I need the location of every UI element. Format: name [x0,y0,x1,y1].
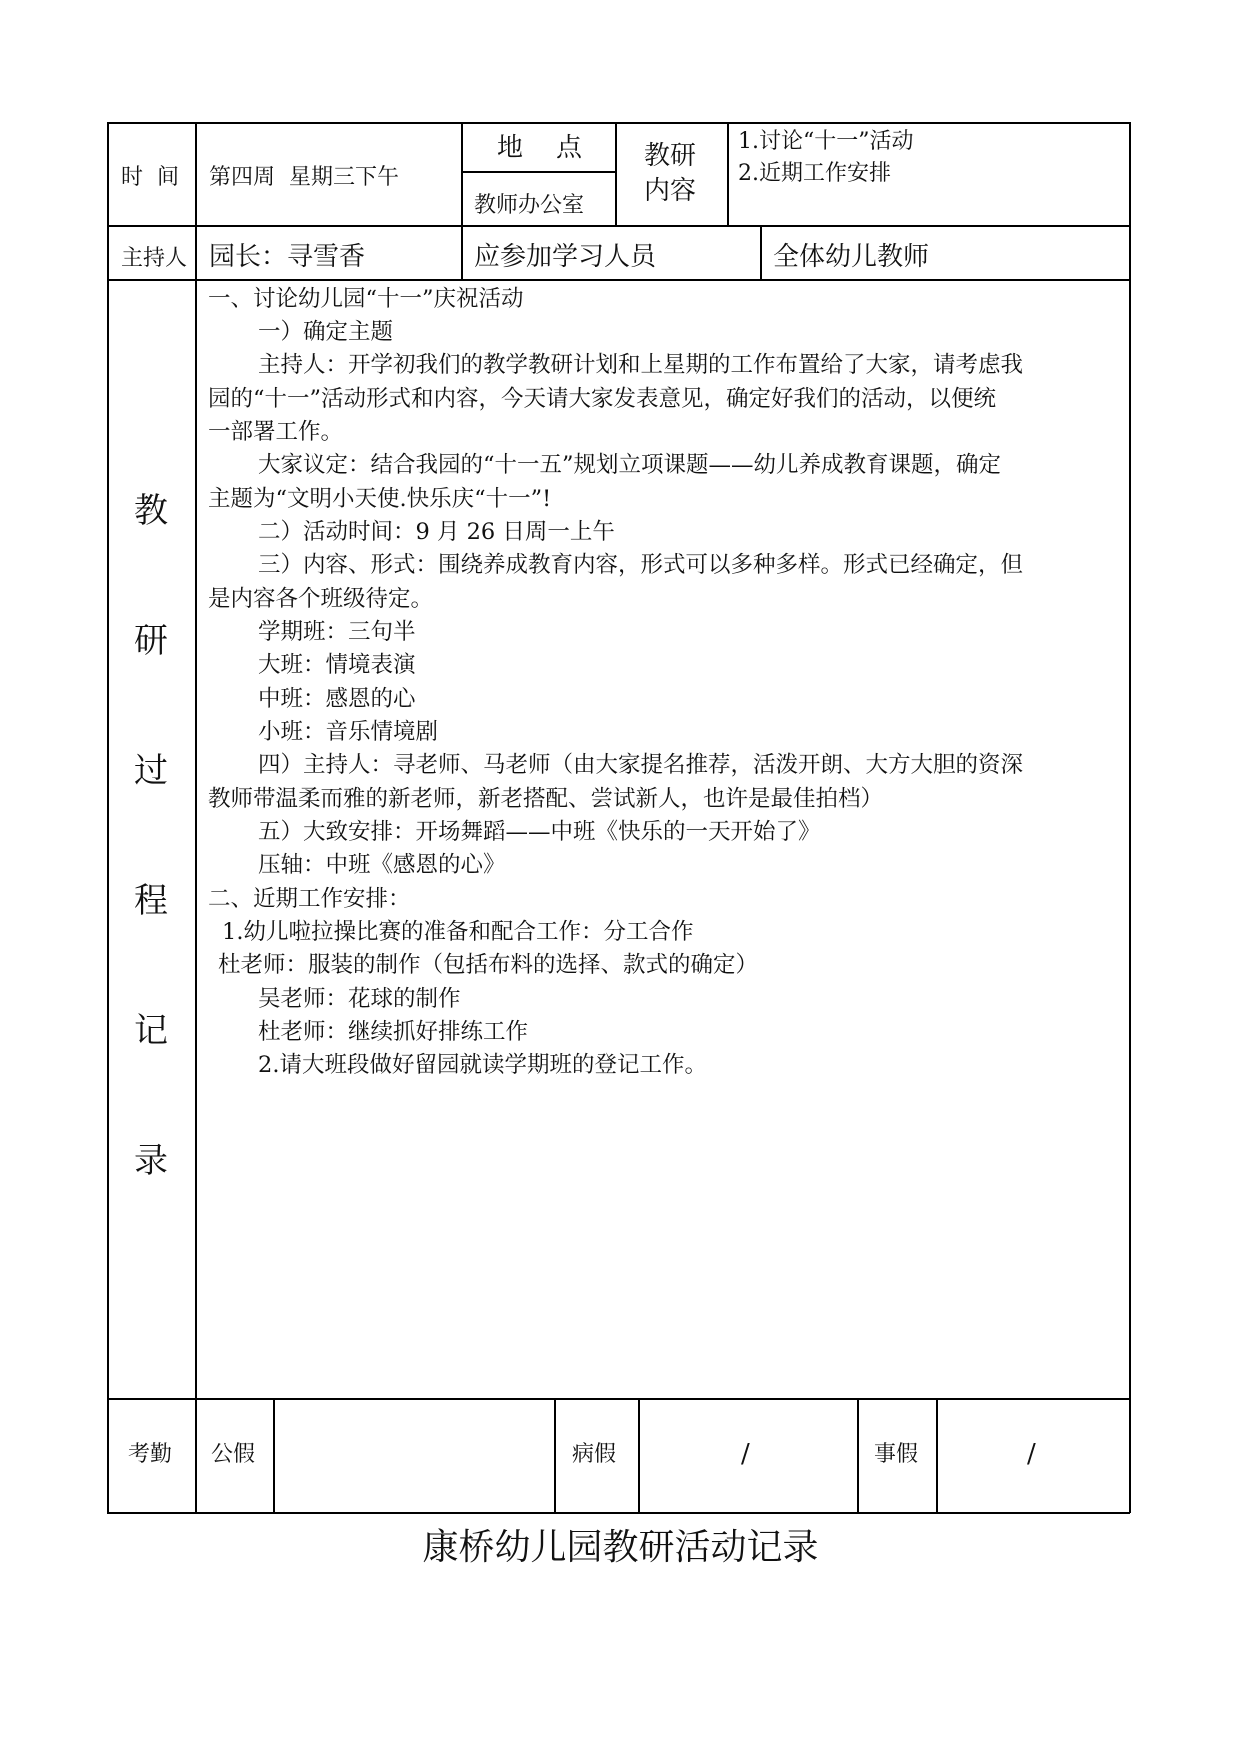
record-side-label-char: 教 [134,491,168,531]
record-line: 压轴：中班《感恩的心》 [258,852,506,878]
time-value: 第四周 星期三下午 [209,165,399,190]
table-border [107,279,1130,281]
table-border [107,1398,1130,1400]
record-line: 主题为“文明小天使.快乐庆“十一”! [208,486,552,512]
content-label: 内容 [644,176,697,206]
sick-leave-value: / [741,1439,750,1469]
personal-leave-value: / [1027,1439,1036,1469]
record-line: 二）活动时间：9 月 26 日周一上午 [258,519,615,545]
table-border [107,225,1130,227]
record-line: 教师带温柔而雅的新老师，新老搭配、尝试新人，也许是最佳拍档） [208,786,884,812]
time-label: 时 间 [121,165,179,190]
record-line: 四）主持人：寻老师、马老师（由大家提名推荐，活泼开朗、大方大胆的资深 [258,752,1024,778]
table-border [1129,122,1131,1513]
table-border [195,122,197,1513]
table-border [107,122,1130,124]
record-side-label-char: 记 [134,1011,168,1051]
attendance-label: 考勤 [128,1442,173,1467]
public-leave-label: 公假 [211,1442,256,1467]
personal-leave-label: 事假 [874,1442,919,1467]
table-border [760,225,762,280]
table-border [107,122,109,1513]
content-label: 教研 [644,141,697,171]
document-title: 康桥幼儿园教研活动记录 [422,1527,819,1568]
attendees-label: 应参加学习人员 [474,242,657,272]
record-line: 三）内容、形式：围绕养成教育内容，形式可以多种多样。形式已经确定，但 [258,552,1024,578]
table-border [273,1398,275,1513]
record-side-label-char: 录 [134,1141,168,1181]
record-line: 1.幼儿啦拉操比赛的准备和配合工作：分工合作 [222,919,694,945]
record-line: 吴老师：花球的制作 [258,986,461,1012]
record-line: 大班：情境表演 [258,652,416,678]
record-side-label-char: 程 [134,881,168,921]
record-line: 一部署工作。 [208,419,344,445]
record-line: 二、近期工作安排： [208,886,411,912]
table-border [461,171,616,173]
table-border [615,122,617,226]
table-border [857,1398,859,1513]
attendees-value: 全体幼儿教师 [773,242,930,272]
record-line: 一）确定主题 [258,319,394,345]
place-value: 教师办公室 [474,193,585,218]
record-line: 2.请大班段做好留园就读学期班的登记工作。 [258,1052,707,1078]
record-line: 一、讨论幼儿园“十一”庆祝活动 [208,286,524,312]
table-border [638,1398,640,1513]
record-side-label-char: 研 [134,621,168,661]
record-line: 主持人：开学初我们的教学教研计划和上星期的工作布置给了大家，请考虑我 [258,352,1024,378]
table-border [727,122,729,226]
sick-leave-label: 病假 [572,1442,617,1467]
content-item: 2.近期工作安排 [738,161,891,186]
record-line: 五）大致安排：开场舞蹈——中班《快乐的一天开始了》 [258,819,821,845]
place-label: 地 点 [497,133,583,163]
record-line: 中班：感恩的心 [258,686,416,712]
content-item: 1.讨论“十一”活动 [738,129,914,154]
record-line: 学期班：三句半 [258,619,416,645]
table-border [936,1398,938,1513]
table-border [554,1398,556,1513]
record-line: 小班：音乐情境剧 [258,719,439,745]
record-side-label-char: 过 [134,751,168,791]
record-line: 杜老师：服装的制作（包括布料的选择、款式的确定） [218,952,759,978]
host-value: 园长：寻雪香 [209,242,366,272]
table-border [107,1512,1130,1514]
record-line: 园的“十一”活动形式和内容，今天请大家发表意见，确定好我们的活动，以便统 [208,386,997,412]
record-line: 大家议定：结合我园的“十一五”规划立项课题——幼儿养成教育课题，确定 [258,452,1002,478]
record-line: 是内容各个班级待定。 [208,586,434,612]
host-label: 主持人 [121,246,188,271]
table-border [461,122,463,280]
record-line: 杜老师：继续抓好排练工作 [258,1019,529,1045]
